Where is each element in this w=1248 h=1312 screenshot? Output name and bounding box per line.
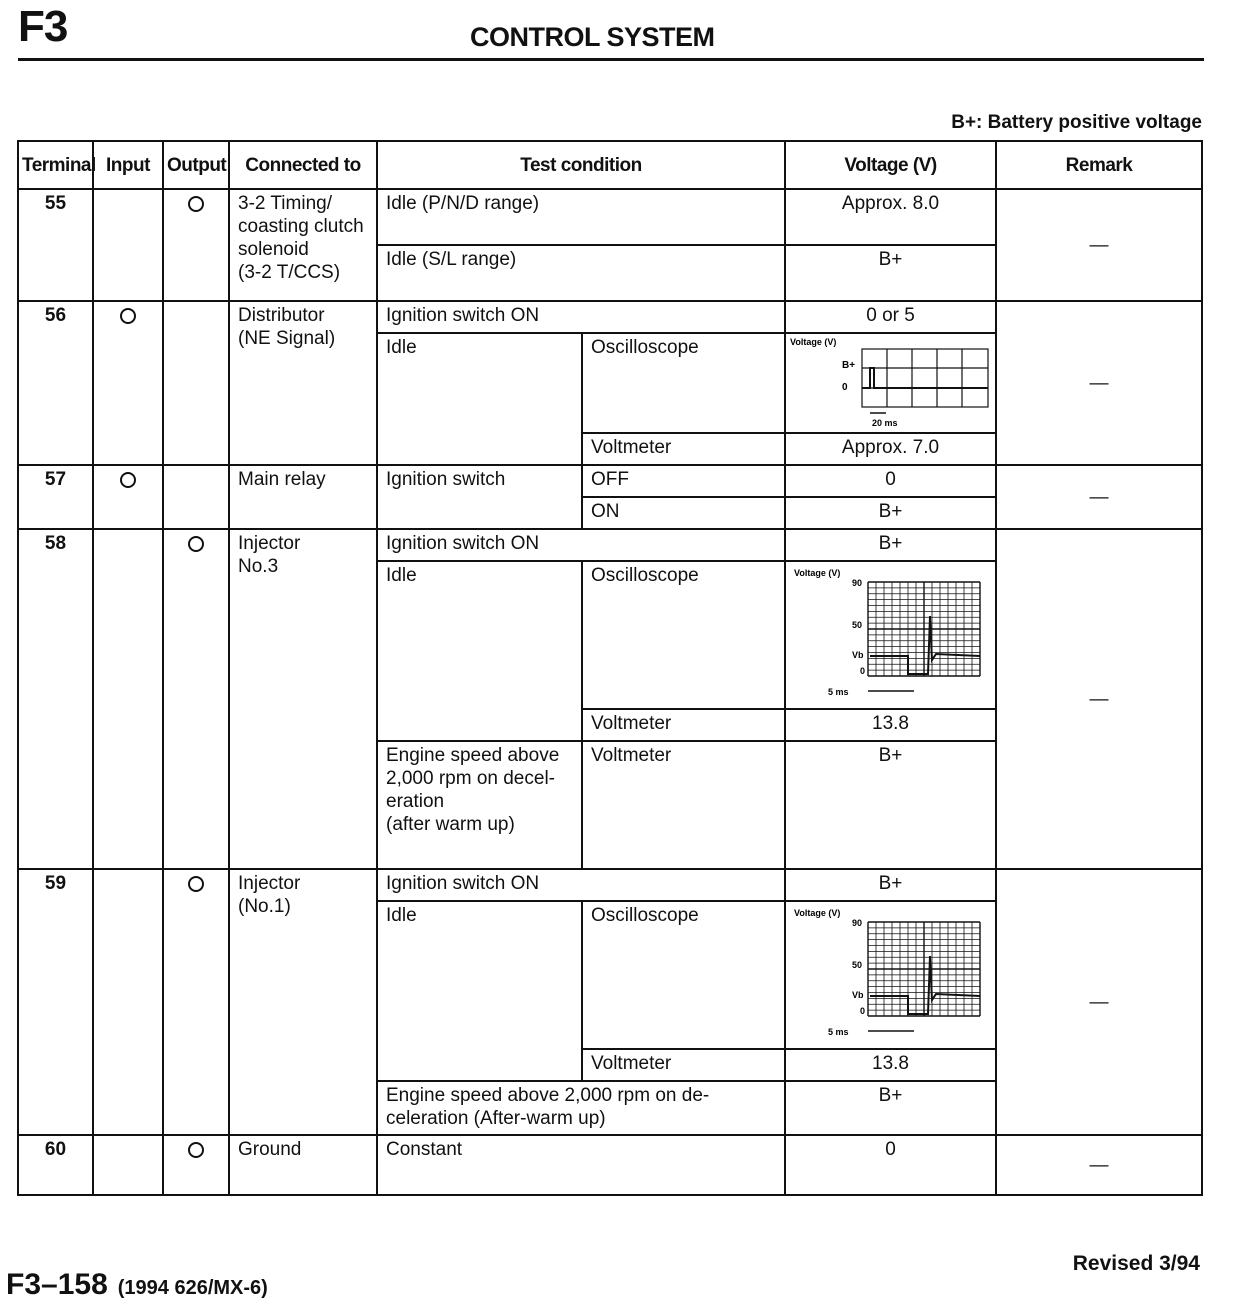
measure-method: Voltmeter bbox=[582, 433, 785, 465]
output-mark-59 bbox=[163, 869, 229, 1135]
voltage-value: Approx. 7.0 bbox=[785, 433, 996, 465]
test-condition: Idle (S/L range) bbox=[377, 245, 785, 301]
voltage-value: B+ bbox=[785, 245, 996, 301]
col-input: Input bbox=[93, 141, 163, 189]
scope-bplus-label: B+ bbox=[842, 360, 856, 371]
test-condition: Idle bbox=[377, 901, 582, 1081]
col-voltage: Voltage (V) bbox=[785, 141, 996, 189]
scope-ninety-label: 90 bbox=[852, 578, 863, 588]
measure-method: Voltmeter bbox=[582, 741, 785, 869]
scope-grid bbox=[868, 922, 980, 1016]
remark-58: — bbox=[996, 529, 1202, 869]
voltage-value: 13.8 bbox=[785, 1049, 996, 1081]
section-code: F3 bbox=[18, 2, 68, 51]
table-row bbox=[18, 189, 1202, 245]
scope-zero-label: 0 bbox=[860, 1006, 866, 1016]
table-row bbox=[18, 301, 1202, 333]
scope-grid bbox=[868, 582, 980, 676]
scope-zero-label: 0 bbox=[860, 666, 866, 676]
output-mark-57 bbox=[163, 465, 229, 529]
injector-no1-waveform bbox=[790, 904, 990, 1044]
input-circle-icon bbox=[120, 308, 136, 324]
scope-trace bbox=[870, 616, 980, 674]
header-rule bbox=[18, 58, 1204, 61]
injector-no3-waveform bbox=[790, 564, 990, 704]
col-connected-to: Connected to bbox=[229, 141, 377, 189]
voltage-value: B+ bbox=[785, 497, 996, 529]
model-year: (1994 626/MX-6) bbox=[117, 1277, 268, 1299]
input-mark-57 bbox=[93, 465, 163, 529]
voltage-value: B+ bbox=[785, 529, 996, 561]
remark-55: — bbox=[996, 189, 1202, 301]
measure-method: Voltmeter bbox=[582, 1049, 785, 1081]
scope-vb-label: Vb bbox=[852, 650, 864, 660]
table-row bbox=[18, 869, 1202, 901]
connected-to-57: Main relay bbox=[229, 465, 377, 529]
revision-date: Revised 3/94 bbox=[1072, 1252, 1200, 1275]
table-row bbox=[18, 1135, 1202, 1195]
input-mark-58 bbox=[93, 529, 163, 869]
terminal-voltage-table bbox=[17, 140, 1203, 1196]
input-mark-59 bbox=[93, 869, 163, 1135]
switch-state: OFF bbox=[582, 465, 785, 497]
scope-fifty-label: 50 bbox=[852, 960, 863, 970]
test-condition: Idle (P/N/D range) bbox=[377, 189, 785, 245]
scope-time-label: 20 ms bbox=[872, 418, 898, 428]
voltage-value: B+ bbox=[785, 741, 996, 869]
scope-fifty-label: 50 bbox=[852, 620, 863, 630]
test-condition: Ignition switch bbox=[377, 465, 582, 529]
scope-zero-label: 0 bbox=[842, 382, 848, 393]
terminal-60: 60 bbox=[18, 1135, 93, 1195]
remark-59: — bbox=[996, 869, 1202, 1135]
voltage-value: 0 bbox=[785, 465, 996, 497]
test-condition: Ignition switch ON bbox=[377, 301, 785, 333]
voltage-value: 0 or 5 bbox=[785, 301, 996, 333]
ne-signal-waveform bbox=[790, 336, 990, 430]
test-condition: Ignition switch ON bbox=[377, 869, 785, 901]
test-condition: Idle bbox=[377, 561, 582, 741]
scope-trace bbox=[870, 956, 980, 1014]
scope-voltage-label: Voltage (V) bbox=[794, 568, 841, 578]
switch-state: ON bbox=[582, 497, 785, 529]
measure-method: Oscilloscope bbox=[582, 561, 785, 709]
voltage-value: Approx. 8.0 bbox=[785, 189, 996, 245]
page-code: F3–158 bbox=[6, 1268, 108, 1301]
col-remark: Remark bbox=[996, 141, 1202, 189]
battery-voltage-note: B+: Battery positive voltage bbox=[951, 112, 1202, 133]
page-number bbox=[6, 1268, 268, 1302]
terminal-56: 56 bbox=[18, 301, 93, 465]
scope-time-label: 5 ms bbox=[828, 687, 849, 697]
connected-to-56: Distributor (NE Signal) bbox=[229, 301, 377, 465]
scope-vb-label: Vb bbox=[852, 990, 864, 1000]
output-circle-icon bbox=[188, 536, 204, 552]
col-terminal: Terminal bbox=[18, 141, 93, 189]
input-mark-60 bbox=[93, 1135, 163, 1195]
waveform-cell-56 bbox=[785, 333, 996, 433]
test-condition: Engine speed above 2,000 rpm on decel- eration (after warm up) bbox=[377, 741, 582, 869]
test-condition: Constant bbox=[377, 1135, 785, 1195]
output-circle-icon bbox=[188, 196, 204, 212]
remark-56: — bbox=[996, 301, 1202, 465]
remark-60: — bbox=[996, 1135, 1202, 1195]
table-row bbox=[18, 529, 1202, 561]
terminal-55: 55 bbox=[18, 189, 93, 301]
voltage-value: B+ bbox=[785, 869, 996, 901]
scope-voltage-label: Voltage (V) bbox=[790, 337, 837, 347]
output-mark-58 bbox=[163, 529, 229, 869]
col-test-condition: Test condition bbox=[377, 141, 785, 189]
header-row bbox=[18, 141, 1202, 189]
voltage-value: 0 bbox=[785, 1135, 996, 1195]
test-condition: Engine speed above 2,000 rpm on de- celeration (After-warm up) bbox=[377, 1081, 785, 1135]
output-mark-55 bbox=[163, 189, 229, 301]
input-mark-55 bbox=[93, 189, 163, 301]
terminal-59: 59 bbox=[18, 869, 93, 1135]
voltage-value: B+ bbox=[785, 1081, 996, 1135]
output-mark-56 bbox=[163, 301, 229, 465]
output-circle-icon bbox=[188, 876, 204, 892]
voltage-value: 13.8 bbox=[785, 709, 996, 741]
waveform-cell-58 bbox=[785, 561, 996, 709]
scope-grid bbox=[862, 349, 988, 407]
terminal-58: 58 bbox=[18, 529, 93, 869]
measure-method: Oscilloscope bbox=[582, 333, 785, 433]
test-condition: Idle bbox=[377, 333, 582, 465]
input-mark-56 bbox=[93, 301, 163, 465]
col-output: Output bbox=[163, 141, 229, 189]
connected-to-60: Ground bbox=[229, 1135, 377, 1195]
connected-to-59: Injector (No.1) bbox=[229, 869, 377, 1135]
page-title: CONTROL SYSTEM bbox=[470, 22, 715, 52]
measure-method: Voltmeter bbox=[582, 709, 785, 741]
table-row bbox=[18, 465, 1202, 497]
connected-to-58: Injector No.3 bbox=[229, 529, 377, 869]
output-mark-60 bbox=[163, 1135, 229, 1195]
scope-voltage-label: Voltage (V) bbox=[794, 908, 841, 918]
output-circle-icon bbox=[188, 1142, 204, 1158]
scope-ninety-label: 90 bbox=[852, 918, 863, 928]
scope-trace bbox=[862, 368, 988, 388]
scope-time-label: 5 ms bbox=[828, 1027, 849, 1037]
waveform-cell-59 bbox=[785, 901, 996, 1049]
terminal-57: 57 bbox=[18, 465, 93, 529]
input-circle-icon bbox=[120, 472, 136, 488]
test-condition: Ignition switch ON bbox=[377, 529, 785, 561]
measure-method: Oscilloscope bbox=[582, 901, 785, 1049]
remark-57: — bbox=[996, 465, 1202, 529]
connected-to-55: 3-2 Timing/ coasting clutch solenoid (3-2 T/CCS) bbox=[229, 189, 377, 301]
